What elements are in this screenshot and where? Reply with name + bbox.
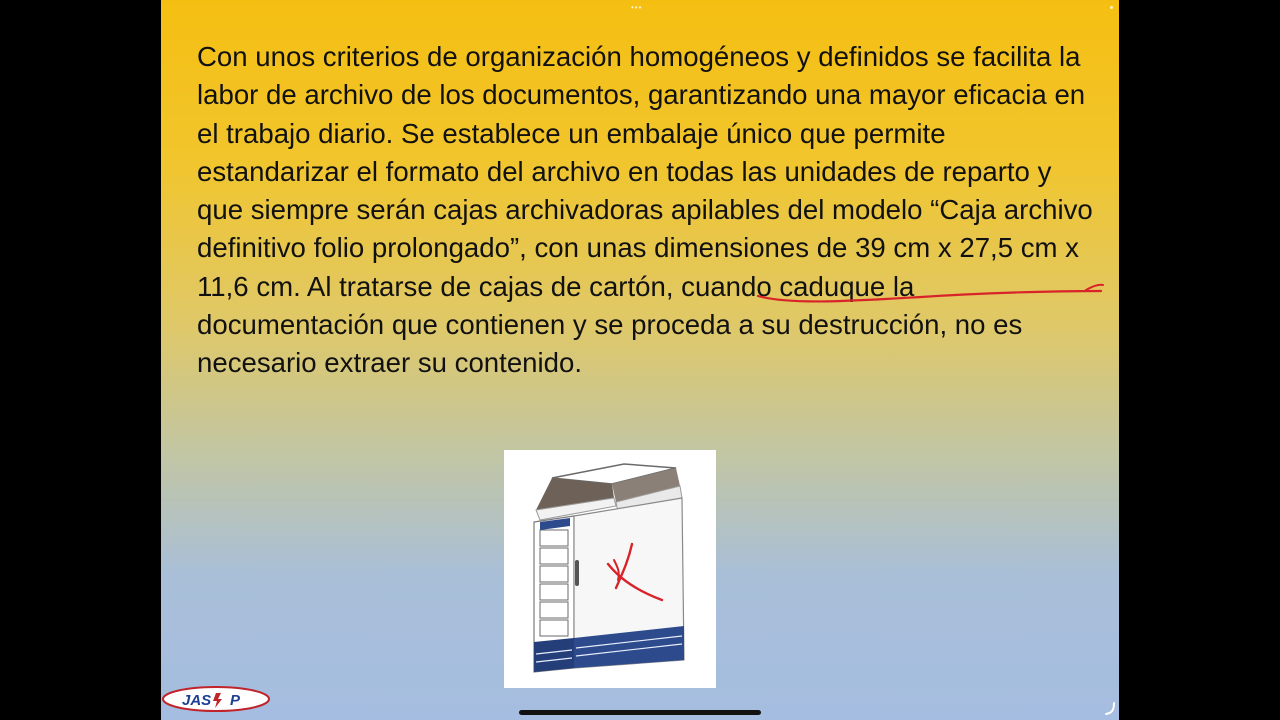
archive-box-icon <box>504 450 716 688</box>
logo-text-left: JAS <box>182 692 212 709</box>
resize-corner-icon[interactable] <box>1104 702 1116 716</box>
paragraph-text-before: Con unos criterios de organización homogéneos y definidos se facilita la labor de archivo de los documentos, garantizando una mayor eficacia en el trabajo diario. Se establece un embalaje único que permite estandarizar el formato del archivo en todas las unidades de reparto y que siempre serán cajas archivadoras apilables del modelo “Caja archivo definitivo folio prolongado”, con unas dimensiones de <box>197 41 1093 264</box>
home-indicator-bar[interactable] <box>519 710 761 715</box>
logo-text-right: P <box>230 692 241 709</box>
jasp-logo <box>162 686 270 712</box>
paragraph-text-after: cm. Al tratarse de cajas de cartón, cuando caduque la documentación que contienen y se proceda a su destrucción, no es necesario extraer su contenido. <box>197 270 1023 379</box>
dimensions-text: 39 cm x 27,5 cm x 11,6 <box>197 232 1079 302</box>
more-dots-icon[interactable]: ••• <box>631 3 643 12</box>
slide-paragraph <box>197 38 1097 383</box>
slide-body-text <box>197 38 1097 383</box>
slide <box>161 0 1119 720</box>
archive-box-image <box>504 450 716 688</box>
corner-dot-icon <box>1110 6 1113 9</box>
